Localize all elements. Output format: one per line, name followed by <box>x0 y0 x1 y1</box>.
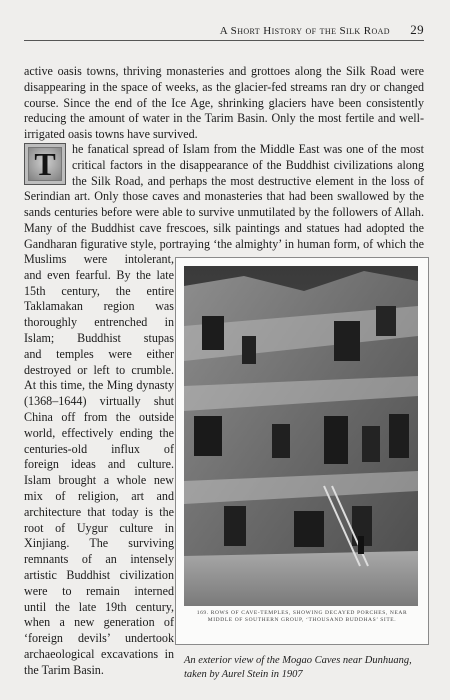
text-line: root of Uygur culture in <box>24 520 174 535</box>
text-line: Gandharan figurative style, portraying ‘the almighty’ in human form, of which the <box>24 236 424 251</box>
text-line: the Silk Road, and perhaps the most destructive element in the loss of <box>72 173 424 188</box>
text-line: until the late 19th century, <box>24 599 174 614</box>
running-header <box>24 22 424 41</box>
text-line: Muslims were intolerant, <box>24 252 174 266</box>
text-line: he fanatical spread of Islam from the Middle East was one of the most <box>72 142 424 156</box>
text-line: sands centuries before were able to survive unmutilated by the followers of Allah. <box>24 205 424 220</box>
text-line: mix of religion, art and <box>24 488 174 503</box>
text-line: critical factors in the disappearance of the Buddhist civilizations along <box>72 157 424 172</box>
text-line: Serindian art. Only those caves and monasteries that had been swallowed by the <box>24 189 424 204</box>
text-line: when a new generation of <box>24 615 174 630</box>
photo-plate-caption: 169. ROWS OF CAVE-TEMPLES, SHOWING DECAYED PORCHES, NEAR MIDDLE OF SOUTHERN GROUP, ‘THOUSAND BUDDHAS’ SITE. <box>196 610 408 623</box>
text-line: Islam brought a whole new <box>24 473 174 488</box>
cliff-illustration <box>184 266 418 606</box>
text-line: ‘foreign devils’ undertook <box>24 631 174 646</box>
text-line: (1368–1644) virtually shut <box>24 394 174 409</box>
text-line: China off from the outside <box>24 409 174 424</box>
text-line: remnants of an intensely <box>24 552 174 567</box>
text-line: Many of the Buddhist cave frescoes, silk paintings and statues had adopted the <box>24 220 424 235</box>
narrow-column <box>24 252 174 679</box>
mogao-caves-photo <box>184 266 418 606</box>
text-line: artistic Buddhist civilization <box>24 567 174 582</box>
text-line: Taklamakan region was <box>24 299 174 314</box>
photo-figure <box>175 257 429 645</box>
text-line: the Tarim Basin. <box>24 662 104 677</box>
text-line: world, effectively ending the <box>24 425 174 440</box>
text-line: and even fearful. By the late <box>24 267 174 282</box>
drop-cap: T <box>24 143 66 185</box>
paragraph-islam <box>24 142 424 253</box>
text-line: and temples were either <box>24 346 174 361</box>
page-number: 29 <box>410 22 424 37</box>
figure-caption: An exterior view of the Mogao Caves near Dunhuang, taken by Aurel Stein in 1907 <box>184 655 412 680</box>
text-line: destroyed or left to crumble. <box>24 362 174 377</box>
text-line: 15th century, the entire <box>24 283 174 298</box>
running-title: A Short History of the Silk Road <box>219 25 390 37</box>
text-line: Xinjiang. The surviving <box>24 536 174 551</box>
text-line: thoroughly entrenched in <box>24 315 174 330</box>
paragraph-oasis: active oasis towns, thriving monasteries and grottoes along the Silk Road were disappearing in the space of weeks, as the glacier-fed streams ran dry or changed course. Since the end of the Ice Age, shrinking glaciers have been consistently reducing the amount of water in the Tarim Basin. Only the most fertile and well-irrigated oasis towns have survived. <box>24 64 424 142</box>
text-line: were to remain interned <box>24 583 174 598</box>
text-line: archaeological excavations in <box>24 646 174 661</box>
text-line: foreign ideas and culture. <box>24 457 174 472</box>
text-line: architecture that today is the <box>24 504 174 519</box>
text-line: centuries-old influx of <box>24 441 174 456</box>
text-line: Islam; Buddhist stupas <box>24 330 174 345</box>
text-line: At this time, the Ming dynasty <box>24 378 174 393</box>
